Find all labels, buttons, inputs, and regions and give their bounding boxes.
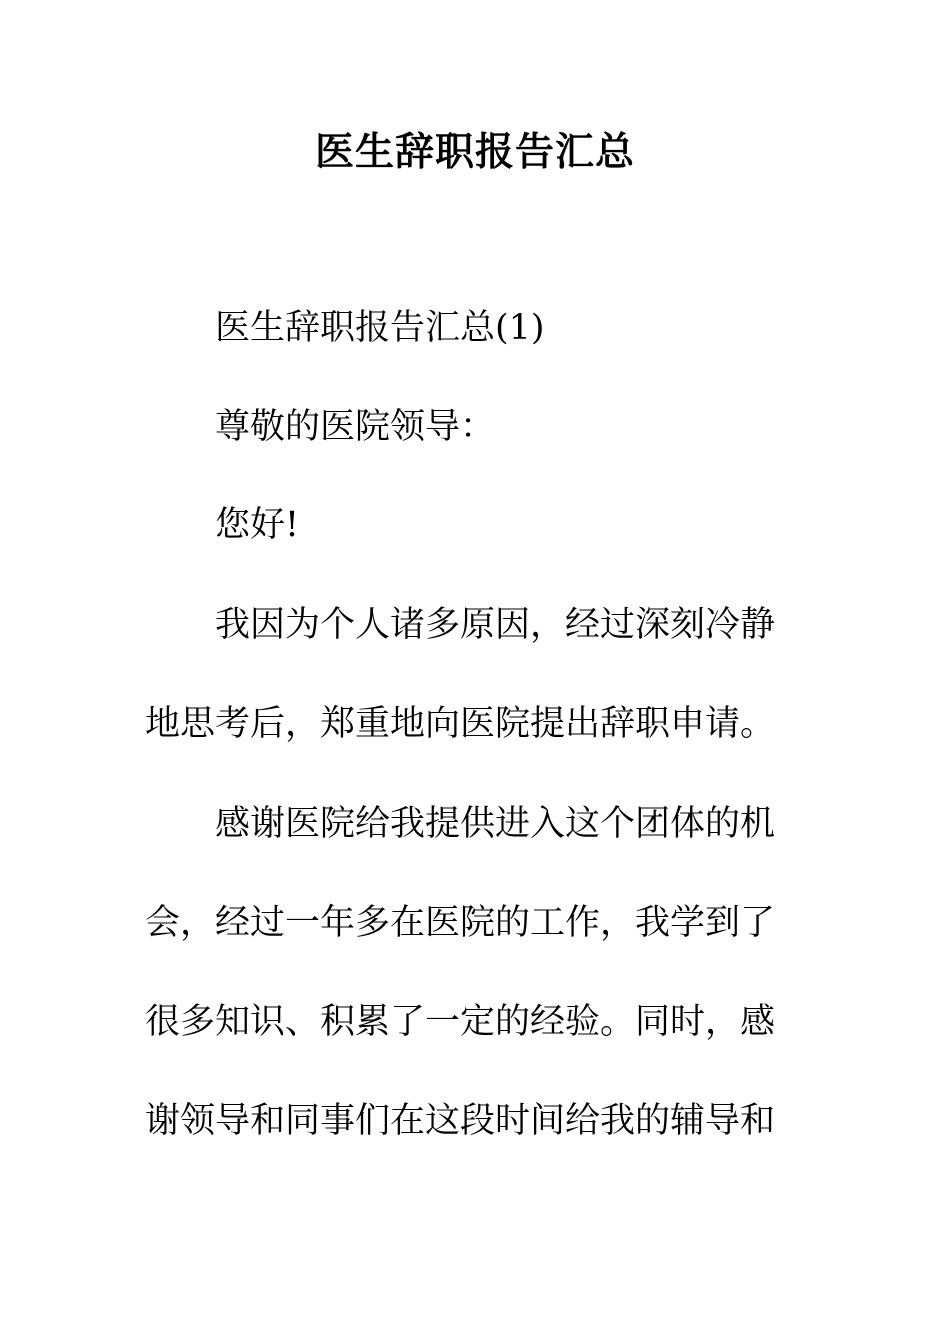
salutation: 尊敬的医院领导： bbox=[215, 407, 496, 447]
greeting: 您好! bbox=[215, 505, 300, 545]
paragraph-2-line-2: 会，经过一年多在医院的工作，我学到了 bbox=[145, 903, 776, 943]
paragraph-1-line-2: 地思考后，郑重地向医院提出辞职申请。 bbox=[145, 704, 776, 744]
section-heading: 医生辞职报告汇总(1) bbox=[215, 308, 545, 348]
document-title: 医生辞职报告汇总 bbox=[314, 129, 635, 175]
paragraph-1-line-1: 我因为个人诸多原因，经过深刻冷静 bbox=[215, 605, 776, 645]
paragraph-2-line-4: 谢领导和同事们在这段时间给我的辅导和 bbox=[145, 1101, 776, 1141]
paragraph-2-line-3: 很多知识、积累了一定的经验。同时，感 bbox=[145, 1002, 776, 1042]
paragraph-2-line-1: 感谢医院给我提供进入这个团体的机 bbox=[215, 804, 776, 844]
